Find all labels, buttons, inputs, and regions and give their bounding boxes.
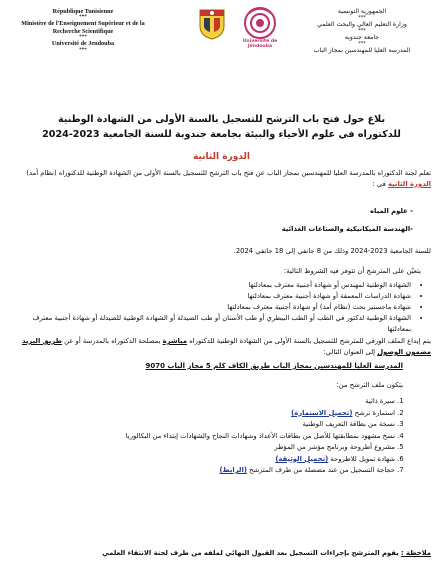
deposit-text3: إلى العنوان التالي: [323, 348, 376, 356]
header-right-line1: الجمهورية التونسية [337, 8, 387, 15]
header-right [287, 8, 437, 55]
tunisia-emblem-icon [196, 6, 228, 40]
header-stars: *** [358, 15, 366, 21]
field-item: -الهندسة الميكانيكية والصناعات الغذائية [281, 225, 413, 233]
header-left-line3: Université de Jendouba [51, 40, 115, 48]
intro-session-ref: الدورة الثانية [388, 180, 431, 188]
doc-item: 1. سيرة ذاتية [12, 396, 395, 408]
note [12, 548, 431, 559]
doc-item: 4. نسخ مشهود بمطابقتها للأصل من بطاقات الأعداد وشهادات النجاح والشهادات إبتداء من البكالوريا [12, 431, 395, 443]
header-right-line2: وزارة التعليم العالي والبحث العلمي [317, 21, 407, 28]
doc-item: 7. حجاجة التسجيل من عند مصصلة من طرف المترشح (الرابط) [12, 465, 395, 477]
note-label: ملاحظة : [400, 549, 431, 557]
announcement-title [20, 112, 423, 142]
conditions-list [12, 280, 423, 335]
header-stars: *** [358, 28, 366, 34]
link-anchor[interactable]: (الرابط) [219, 466, 247, 474]
condition-item: • الشهادة الوطنية لدكتور في الطب أو الطب البيطري أو طب الأسنان أو طب الصيدلة أو الشهادة الوطنية للصيدلة أو شهادة أجنبية معترف بمعادلتها [12, 313, 411, 335]
university-logo-icon [240, 4, 280, 44]
note-text: يقوم المترشح بإجراءات التسجيل بعد القبول النهائي لملفه من طرف لجنة الانتقاء العلمي [102, 549, 399, 557]
doc-item: 2. استمارة ترشح (تحميل الاستمارة) [12, 408, 395, 420]
deposit-direct: مباشرة [162, 337, 188, 345]
intro-tail: في : [372, 180, 386, 188]
header-left-line2: Ministère de l'Enseignement Supérieur et de la Recherche Scientifique [21, 20, 145, 35]
doc-item: 5. مشروع أطروحة وبرنامج مؤشر من المؤطر [12, 442, 395, 454]
doc-item: 6. شهادة تمويل للاطروحة (تحميل الوثيقة) [12, 454, 395, 466]
doc-item: 3. نسخة من بطاقة التعريف الوطنية [12, 419, 395, 431]
condition-item: • شهادة الدراسات المعمقة أو شهادة أجنبية معترف بمعادلتها [12, 291, 411, 302]
period-text: للسنة الجامعية 2023-2024 وذلك من 8 جانفي إلى 18 جانفي 2024. [233, 247, 431, 255]
condition-item: • شهادة ماجستير بحث (نظام أمد) أو شهادة أجنبية معترف بمعادلتها [12, 302, 411, 313]
header-left [8, 8, 158, 53]
intro-text: تعلم لجنة الدكتوراه بالمدرسة العليا للمهندسين بمجاز الباب عن فتح باب الترشح للتسجيل بالسنة الأولى من الشهادة الوطنية للدكتوراه (نظام أمد) [26, 169, 431, 177]
intro-paragraph [12, 168, 431, 190]
docs-intro: يتكون ملف الترشح من: [336, 381, 403, 389]
deposit-text: يتم إيداع الملف الورقي للمترشح للتسجيل بالسنة الأولى من الشهادة الوطنية للدكتوراه [189, 337, 431, 345]
header-stars: *** [79, 15, 87, 21]
docs-list [12, 396, 413, 477]
postal-address: المدرسة العليا للمهندسين بمجاز الباب طريق الكاف كلم 5 مجاز الباب 9070 [145, 362, 403, 370]
field-item: - علوم المياه [370, 207, 413, 215]
conditions-intro: يتعيّن على المترشح أن تتوفر فيه الشروط التالية: [283, 267, 421, 275]
university-logo-text: Université de Jendouba [242, 39, 278, 49]
header-stars: *** [79, 47, 87, 53]
session-label: الدورة الثانية [193, 152, 250, 162]
download-form-link[interactable]: (تحميل الاستمارة) [291, 408, 353, 417]
deposit-mail: طريق البريد مضمون الوصول [21, 337, 431, 356]
deposit-text2: بمصلحة الدكتوراه بالمدرسة أو عن [64, 337, 161, 345]
header-left-line1: République Tunisienne [52, 8, 114, 15]
title-line1: بلاغ حول فتح باب الترشح للتسجيل بالسنة الأولى من الشهادة الوطنية [57, 114, 386, 125]
download-document-link[interactable]: (تحميل الوثيقة) [275, 454, 329, 463]
title-line2: للدكتوراه في علوم الأحياء والبيئة بجامعة جندوبة للسنة الجامعية 2023-2024 [42, 129, 401, 140]
header-stars: *** [79, 35, 87, 41]
header-right-line4: المدرسة العليا للمهندسين بمجاز الباب [313, 47, 411, 54]
header-right-line3: جامعة جندوبة [344, 34, 380, 41]
condition-item: • الشهادة الوطنية لمهندس أو شهادة أجنبية معترف بمعادلتها [12, 280, 411, 291]
header-stars: *** [358, 41, 366, 47]
deposit-paragraph [12, 336, 431, 358]
